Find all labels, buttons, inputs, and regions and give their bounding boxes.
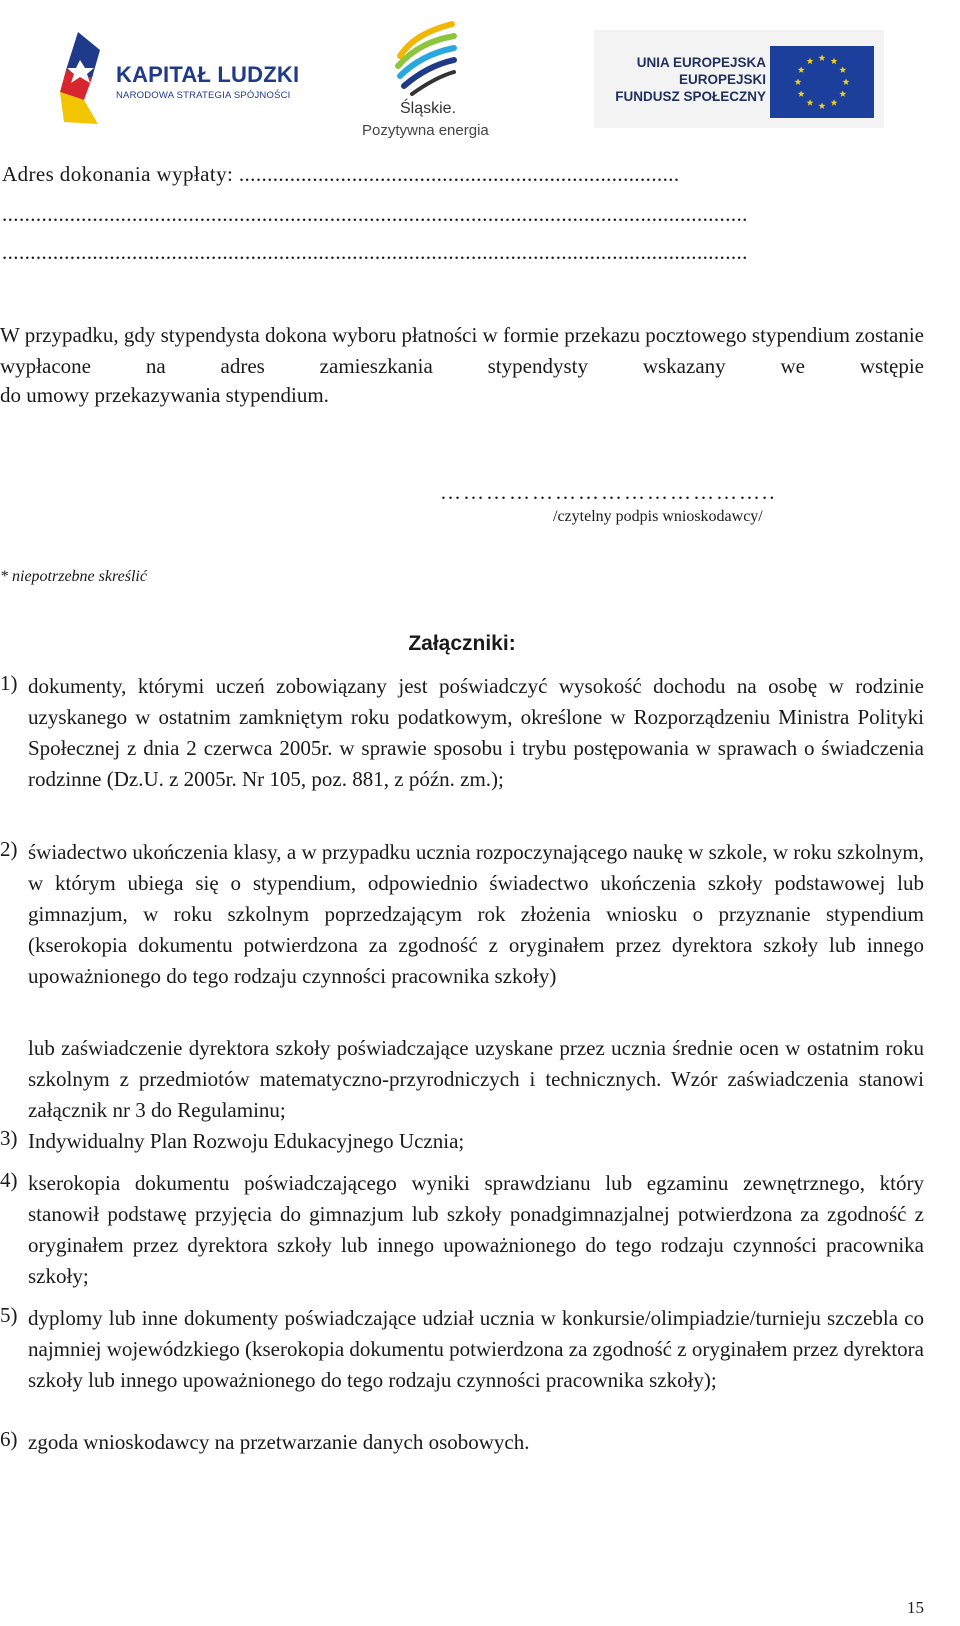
attachment-text: kserokopia dokumentu poświadczającego wyniki sprawdzianu lub egzaminu zewnętrznego, który stanowił podstawę przyjęcia do gimnazjum lub szkoły ponadgimnazjalnej potwierdzona za zgodność z oryginałem przez dyrektora szkoły lub innego upoważnionego do tego rodzaju czynności pracownika szkoły; (28, 1171, 924, 1288)
attachment-number: 3) (0, 1126, 18, 1150)
attachment-item-3 (0, 1126, 924, 1160)
eu-flag-icon (770, 46, 874, 118)
attachment-item-4 (0, 1168, 924, 1292)
payment-paragraph-last: do umowy przekazywania stypendium. (0, 383, 329, 407)
slaskie-tagline: Pozytywna energia (362, 122, 489, 139)
payment-paragraph: W przypadku, gdy stypendysta dokona wyboru płatności w formie przekazu pocztowego stypendium zostanie wypłacone na adres zamieszkania stypendysty wskazany we wstępie (0, 323, 924, 378)
footnote-strike: * niepotrzebne skreślić (0, 568, 147, 585)
payment-address-dots-2: .................................................................................................................................... (2, 202, 748, 226)
attachment-extra-text: lub zaświadczenie dyrektora szkoły poświadczające uzyskane przez ucznia średnie ocen w ostatnim roku szkolnym z przedmiotów matematyczno-przyrodniczych i technicznych. Wzór zaświadczenia stanowi załącznik nr 3 do Regulaminu; (28, 1036, 924, 1122)
page-number: 15 (907, 1598, 924, 1617)
slaskie-logo (360, 18, 500, 138)
eu-fund-text (615, 54, 766, 105)
attachments-heading: Załączniki: (408, 632, 516, 655)
signature-label: /czytelny podpis wnioskodawcy/ (553, 508, 763, 525)
attachment-item-6 (0, 1427, 924, 1461)
slaskie-waves-icon (390, 18, 460, 98)
attachment-number: 2) (0, 837, 18, 861)
attachment-number: 6) (0, 1427, 18, 1451)
attachment-number: 5) (0, 1303, 18, 1327)
attachment-item-2-extra (0, 1033, 924, 1127)
kapital-ludzki-emblem-icon (58, 30, 118, 126)
payment-address-dots-3: .................................................................................................................................... (2, 240, 748, 264)
eu-fund-logo (594, 30, 884, 128)
header-logos (0, 0, 960, 150)
attachment-text: dokumenty, którymi uczeń zobowiązany jest poświadczyć wysokość dochodu na osobę w rodzinie uzyskanego w ostatnim zamkniętym roku podatkowym, określone w Rozporządzeniu Ministra Polityki Społecznej z dnia 2 czerwca 2005r. w sprawie sposobu i trybu postępowania w sprawach o świadczenia rodzinne (Dz.U. z 2005r. Nr 105, poz. 881, z późn. zm.); (28, 674, 924, 791)
attachment-number: 4) (0, 1168, 18, 1192)
eu-line-1: UNIA EUROPEJSKA (636, 55, 766, 70)
attachment-item-5 (0, 1303, 924, 1427)
kapital-ludzki-title: KAPITAŁ LUDZKI (116, 62, 300, 87)
kapital-ludzki-logo (58, 30, 300, 130)
attachment-text: zgoda wnioskodawcy na przetwarzanie danych osobowych. (28, 1430, 530, 1454)
attachment-text: świadectwo ukończenia klasy, a w przypadku ucznia rozpoczynającego naukę w szkole, w roku szkolnym, w którym ubiega się o stypendium, odpowiednio świadectwo ukończenia szkoły podstawowej lub gimnazjum, w roku szkolnym poprzedzającym rok złożenia wniosku o przyznanie stypendium (kserokopia dokumentu potwierdzona za zgodność z oryginałem przez dyrektora szkoły lub innego upoważnionego do tego rodzaju czynności pracownika szkoły) (28, 840, 924, 988)
payment-address-label: Adres dokonania wypłaty: .............................................................................. (2, 162, 680, 186)
eu-line-3: FUNDUSZ SPOŁECZNY (615, 89, 766, 104)
attachment-text: dyplomy lub inne dokumenty poświadczające udział ucznia w konkursie/olimpiadzie/turnieju szczebla co najmniej wojewódzkiego (kserokopia dokumentu potwierdzona za zgodność z oryginałem przez dyrektora szkoły lub innego upoważnionego do tego rodzaju czynności pracownika szkoły); (28, 1306, 924, 1392)
attachment-item-1 (0, 671, 924, 831)
attachment-number: 1) (0, 671, 18, 695)
attachment-item-2 (0, 837, 924, 1017)
signature-dots: …………………………………….. (440, 480, 777, 504)
slaskie-name: Śląskie. (400, 100, 457, 117)
kapital-ludzki-subtitle: NARODOWA STRATEGIA SPÓJNOŚCI (116, 90, 291, 101)
eu-line-2: EUROPEJSKI (678, 72, 766, 87)
attachment-text: Indywidualny Plan Rozwoju Edukacyjnego Ucznia; (28, 1129, 465, 1153)
